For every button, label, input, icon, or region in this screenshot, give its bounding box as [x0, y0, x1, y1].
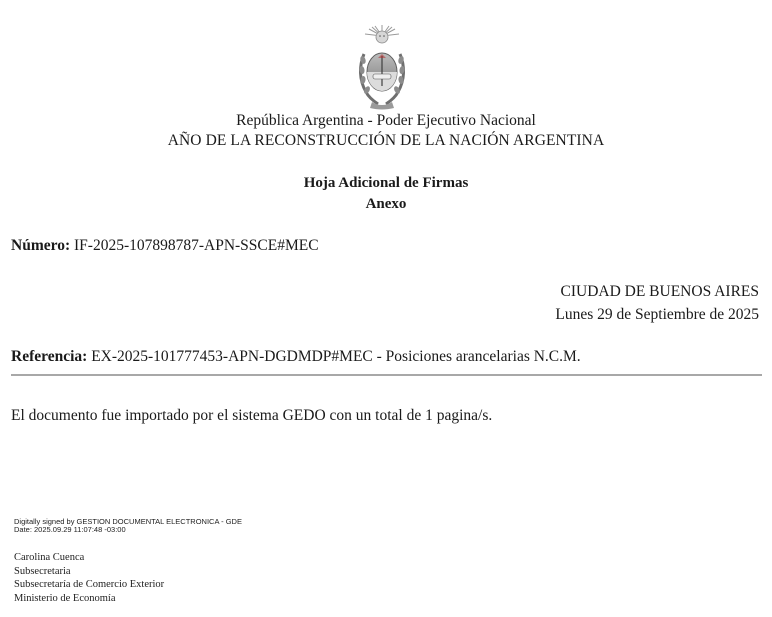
- reference-value: EX-2025-101777453-APN-DGDMDP#MEC - Posiciones arancelarias N.C.M.: [91, 348, 581, 365]
- reference-label: Referencia:: [11, 348, 88, 365]
- digital-signature-date: Date: 2025.09.29 11:07:48 -03:00: [14, 525, 126, 534]
- document-date: Lunes 29 de Septiembre de 2025: [555, 306, 759, 323]
- horizontal-divider: [11, 374, 762, 376]
- header-republic: República Argentina - Poder Ejecutivo Nacional: [236, 112, 536, 129]
- document-number: [11, 236, 319, 256]
- signer-name: Carolina Cuenca: [14, 552, 85, 563]
- document-number-value: IF-2025-107898787-APN-SSCE#MEC: [74, 237, 319, 254]
- signer-role: Subsecretaria: [14, 565, 71, 577]
- body-text: El documento fue importado por el sistema GEDO con un total de 1 pagina/s.: [11, 407, 493, 424]
- location-city: CIUDAD DE BUENOS AIRES: [560, 283, 759, 300]
- digital-signature-line: Digitally signed by GESTION DOCUMENTAL ELECTRONICA - GDE: [14, 517, 242, 526]
- document-number-label: Número:: [11, 237, 71, 254]
- header-year-motto: AÑO DE LA RECONSTRUCCIÓN DE LA NACIÓN ARGENTINA: [167, 132, 605, 149]
- signer-block: [14, 551, 164, 605]
- document-subtitle: Anexo: [365, 196, 407, 212]
- signer-office: Subsecretaría de Comercio Exterior: [14, 579, 165, 590]
- digital-signature-block: [14, 518, 242, 534]
- document-title: Hoja Adicional de Firmas: [303, 175, 469, 191]
- reference: [11, 347, 581, 367]
- signer-ministry: Ministerio de Economía: [14, 592, 116, 604]
- argentina-coat-of-arms-icon: [356, 24, 408, 110]
